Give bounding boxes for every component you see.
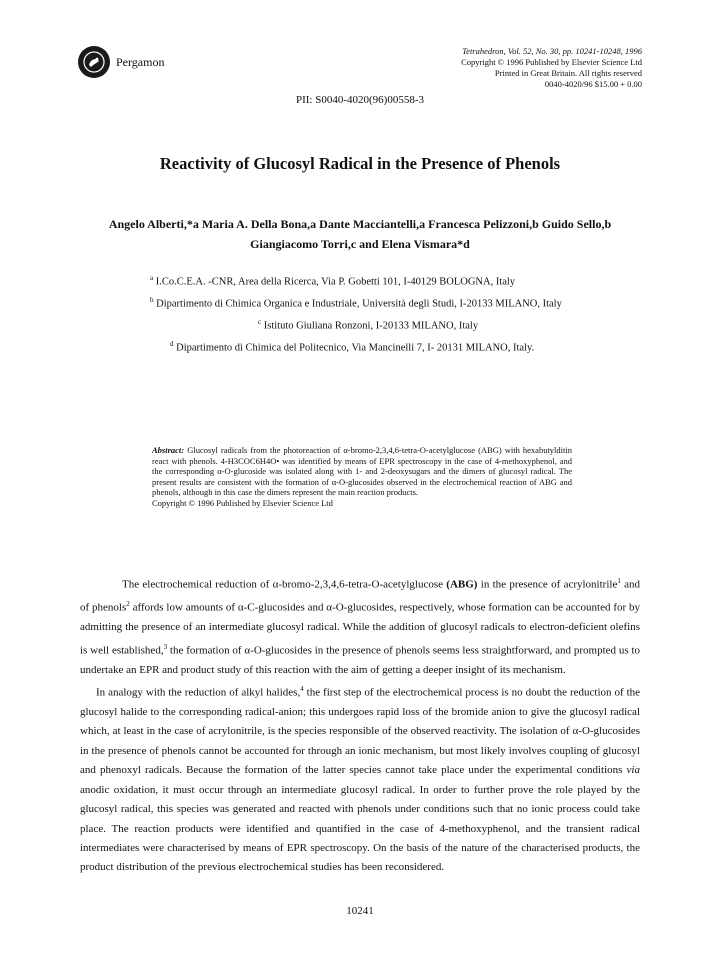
abstract-label: Abstract: xyxy=(152,445,185,455)
body-text xyxy=(80,572,640,878)
author-line-1: Angelo Alberti,*a Maria A. Della Bona,a Dante Macciantelli,a Francesca Pelizzoni,b Guido Sello,b xyxy=(108,217,612,231)
journal-copyright: Copyright © 1996 Published by Elsevier Science Ltd xyxy=(461,57,642,67)
affiliation-b xyxy=(150,296,562,310)
pii-identifier: PII: S0040-4020(96)00558-3 xyxy=(295,94,425,106)
affiliation-mark: b xyxy=(150,296,154,304)
affiliation-text: Dipartimento di Chimica del Politecnico, Via Mancinelli 7, I- 20131 MILANO, Italy. xyxy=(176,342,535,354)
text-run: In analogy with the reduction of alkyl halides, xyxy=(96,686,301,699)
text-run: in the presence of acrylonitrile xyxy=(480,578,618,591)
journal-info xyxy=(461,46,642,90)
citation-ref: 2 xyxy=(126,600,130,609)
affiliation-mark: a xyxy=(150,274,154,282)
text-run: the first step of the electrochemical process is no doubt the reduction of the glucosyl halide to the corresponding radical-anion; this undergoes rapid loss of the bromide anion to give the glucosyl radical which, at least in the case of acrylonitrile, is the species responsible of the observed reactivity. The isolation of α-O-glucosides in the presence of phenols cannot be accounted for through an ionic mechanism, but most likely involves coupling of glucosyl and phenoxyl radicals. Because the formation of the latter species cannot take place under the experimental conditions xyxy=(80,686,641,777)
abstract-text: Glucosyl radicals from the photoreaction of α-bromo-2,3,4,6-tetra-O-acetylglucose (ABG) with hexabutylditin react with phenols. 4-H3COC6H4O• was identified by means of EPR spectroscopy in the case of 4-methoxyphenol, and the corresponding α-O-glucoside was isolated along with 1- and 2-deoxysugars and the dimers of glucosyl radical. The present results are consistent with the formation of α-O-glucosides observed in the electrochemical reaction of ABG and phenols, although in this case the dimers represent the main reaction products. xyxy=(152,445,572,498)
citation-ref: 3 xyxy=(163,642,168,651)
citation-ref: 1 xyxy=(617,577,621,585)
citation-ref: 4 xyxy=(300,685,304,693)
publisher-header xyxy=(78,46,164,78)
publisher-name: Pergamon xyxy=(116,54,165,69)
journal-citation: Tetrahedron, Vol. 52, No. 30, pp. 10241-10248, 1996 xyxy=(462,46,642,56)
text-run-italic: via xyxy=(626,764,640,777)
text-run: The electrochemical reduction of α-bromo-2,3,4,6-tetra-O-acetylglucose xyxy=(122,578,443,591)
abstract-copyright: Copyright © 1996 Published by Elsevier Science Ltd xyxy=(152,497,333,508)
affiliation-mark: c xyxy=(258,318,262,326)
affiliation-text: Dipartimento di Chimica Organica e Industriale, Università degli Studi, I-20133 MILANO, Italy xyxy=(156,298,562,310)
author-line-2: Giangiacomo Torri,c and Elena Vismara*d xyxy=(250,237,470,251)
journal-price: 0040-4020/96 $15.00 + 0.00 xyxy=(544,79,642,89)
text-run: and of phenols xyxy=(80,578,641,614)
paragraph-1 xyxy=(80,572,640,680)
text-run: the formation of α-O-glucosides in the presence of phenols seems less straightforward, and prompted us to undertake an EPR and product study of this reaction with the aim of getting a deeper insight of its mechanism. xyxy=(80,644,641,676)
abstract xyxy=(152,445,572,509)
text-run: affords low amounts of α-C-glucosides and α-O-glucosides, respectively, whose formation can be accounted for by admitting the presence of an intermediate glucosyl radical. While the addition of glucosyl radicals to electron-deficient olefins is well established, xyxy=(80,601,641,657)
paper-title: Reactivity of Glucosyl Radical in the Presence of Phenols xyxy=(159,154,561,173)
affiliation-mark: d xyxy=(170,340,174,348)
author-list xyxy=(70,214,650,254)
paragraph-2 xyxy=(80,680,640,878)
affiliation-d xyxy=(170,340,534,354)
pergamon-logo-icon xyxy=(78,46,110,78)
text-run: anodic oxidation, it must occur through an intermediate glucosyl radical. In order to further prove the role played by the glucosyl radical, this species was generated and reacted with phenols under conditions such that no ionic process could take place. The reaction products were identified and quantified in the case of 4-methoxyphenol, and the transient radical intermediates were characterised by means of EPR spectroscopy. On the basis of the nature of the characterised products, the product distribution of the previous electrochemical studies has been reconsidered. xyxy=(80,783,640,874)
affiliation-c xyxy=(258,318,478,332)
affiliation-text: I.Co.C.E.A. -CNR, Area della Ricerca, Via P. Gobetti 101, I-40129 BOLOGNA, Italy xyxy=(155,276,516,288)
affiliation-a xyxy=(150,274,515,288)
journal-printed: Printed in Great Britain. All rights reserved xyxy=(494,68,642,78)
page-number: 10241 xyxy=(346,905,374,917)
compound-abbrev: (ABG) xyxy=(446,578,478,591)
affiliation-text: Istituto Giuliana Ronzoni, I-20133 MILANO, Italy xyxy=(263,320,479,332)
